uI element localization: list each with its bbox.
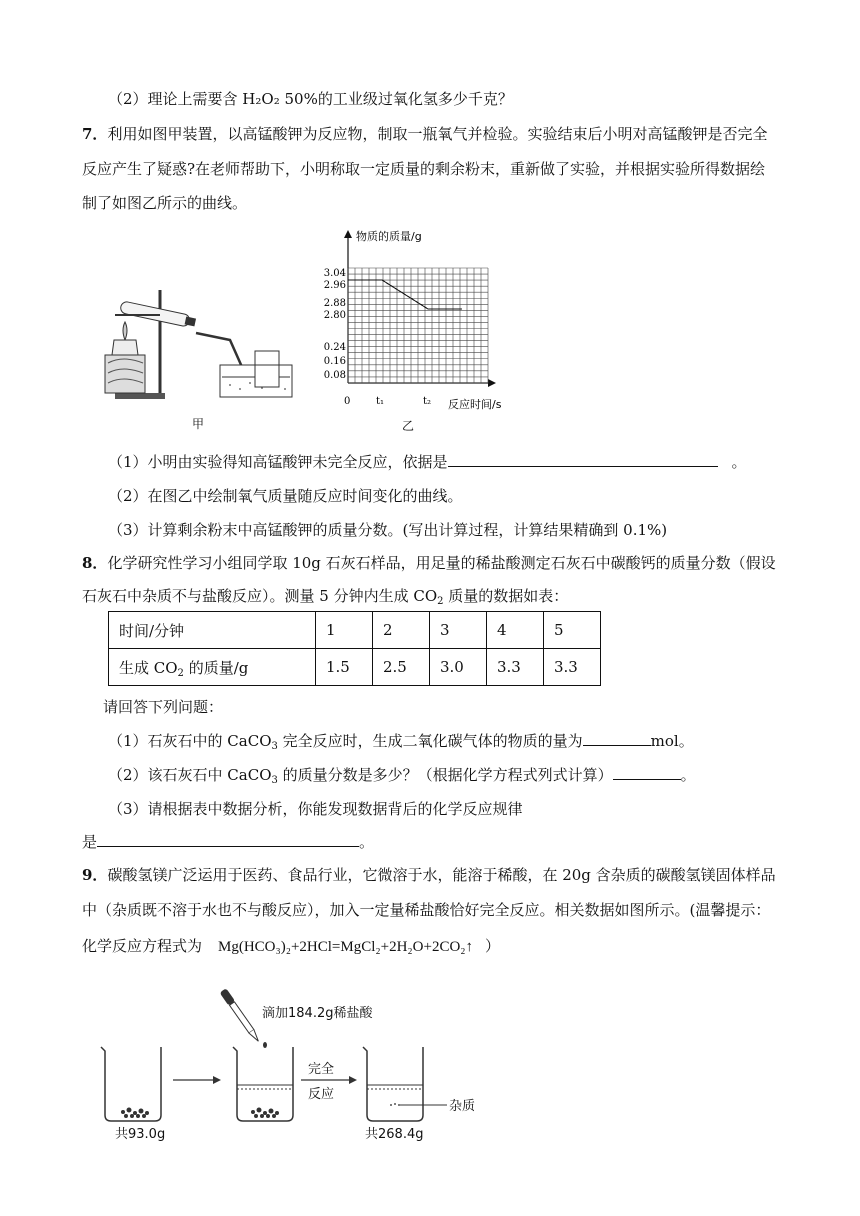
ytick-2.88: 2.88 xyxy=(323,298,346,309)
q7-text-line3: 制了如图乙所示的曲线。 xyxy=(82,194,248,212)
table-cell: 3.3 xyxy=(487,649,544,686)
table-cell: 4 xyxy=(487,612,544,649)
table-cell: 1.5 xyxy=(316,649,373,686)
xtick-t1: t₁ xyxy=(376,396,385,407)
q8-part2: （2）该石灰石中 CaCO$_3$ 的质量分数是多少？（根据化学方程式列式计算） 。 xyxy=(108,766,696,786)
ytick-2.96: 2.96 xyxy=(323,280,346,291)
q7-text-line2: 反应产生了疑惑?在老师帮助下，小明称取一定质量的剩余粉末，重新做了实验，并根据实验所得数据绘 xyxy=(82,160,766,178)
ytick-2.80: 2.80 xyxy=(323,310,346,321)
q8-part3: （3）请根据表中数据分析，你能发现数据背后的化学反应规律 xyxy=(108,800,523,818)
figure-yi-label: 乙 xyxy=(402,419,415,433)
impurity-label: 杂质 xyxy=(449,1099,476,1114)
table-cell: 3 xyxy=(430,612,487,649)
arrow-label-complete: 完全 xyxy=(308,1062,335,1077)
q8-answer-blank2[interactable] xyxy=(613,765,681,780)
arrow-label-reaction: 反应 xyxy=(308,1087,335,1102)
ytick-0.24: 0.24 xyxy=(323,342,346,353)
q8-prompt: 请回答下列问题： xyxy=(103,698,224,716)
q7-part3: （3）计算剩余粉末中高锰酸钾的质量分数。(写出计算过程，计算结果精确到 0.1%) xyxy=(108,521,668,539)
chemical-equation: Mg(HCO₃)₂+2HCl=MgCl₂+2H₂O+2CO₂↑ xyxy=(218,939,474,955)
table-cell: 2.5 xyxy=(373,649,430,686)
q7-part1: （1）小明由实验得知高锰酸钾未完全反应，依据是 。 xyxy=(108,453,747,471)
graph-xlabel: 反应时间/s xyxy=(448,398,502,411)
table-cell: 2 xyxy=(373,612,430,649)
q9-number: 9． xyxy=(82,866,108,884)
mass-time-graph xyxy=(310,228,510,418)
total-mass-after: 共268.4g xyxy=(365,1127,424,1142)
q7-text-line1: 7．利用如图甲装置，以高锰酸钾为反应物，制取一瓶氧气并检验。实验结束后小明对高锰酸钾是否完全 xyxy=(82,125,768,143)
ytick-0.16: 0.16 xyxy=(323,356,346,367)
table-row xyxy=(109,649,601,686)
table-row xyxy=(109,612,601,649)
ytick-0.08: 0.08 xyxy=(323,370,346,381)
apparatus-figure xyxy=(100,285,300,405)
table-cell: 3.0 xyxy=(430,649,487,686)
q8-text-line1: 8．化学研究性学习小组同学取 10g 石灰石样品，用足量的稀盐酸测定石灰石中碳酸钙的质量分数（假设 xyxy=(82,554,776,572)
q8-answer-blank1[interactable] xyxy=(583,731,651,746)
q7-number: 7． xyxy=(82,125,108,143)
q7-part2: （2）在图乙中绘制氧气质量随反应时间变化的曲线。 xyxy=(108,487,463,505)
xtick-0: 0 xyxy=(344,396,351,407)
table-header-time: 时间/分钟 xyxy=(109,612,316,649)
q8-part3-cont: 是 。 xyxy=(82,833,375,851)
q9-text-line3: 化学反应方程式为 Mg(HCO₃)₂+2HCl=MgCl₂+2H₂O+2CO₂↑ ） xyxy=(82,937,501,955)
table-cell: 3.3 xyxy=(544,649,601,686)
q8-part1: （1）石灰石中的 CaCO$_3$ 完全反应时，生成二氧化碳气体的物质的量为 mol。 xyxy=(108,732,694,752)
table-header-co2-mass: 生成 $CO_2$ 的质量/g xyxy=(109,649,316,686)
q8-text-line2: 石灰石中杂质不与盐酸反应）。测量 5 分钟内生成 $CO_2$ 质量的数据如表： xyxy=(82,587,569,607)
graph-ylabel: 物质的质量/g xyxy=(356,230,422,243)
table-cell: 1 xyxy=(316,612,373,649)
q7-answer-blank1[interactable] xyxy=(448,452,718,467)
q9-text-line1: 9．碳酸氢镁广泛运用于医药、食品行业，它微溶于水，能溶于稀酸，在 20g 含杂质的碳酸氢镁固体样品 xyxy=(82,866,776,884)
xtick-t2: t₂ xyxy=(423,396,432,407)
q6-part2: （2）理论上需要含 H₂O₂ 50%的工业级过氧化氢多少千克？ xyxy=(108,90,513,108)
q8-answer-blank3[interactable] xyxy=(97,832,359,847)
table-cell: 5 xyxy=(544,612,601,649)
figure-jia-label: 甲 xyxy=(192,417,205,431)
ytick-3.04: 3.04 xyxy=(323,268,346,279)
q8-number: 8． xyxy=(82,554,108,572)
drip-label: 滴加184.2g稀盐酸 xyxy=(262,1006,373,1021)
total-mass-before: 共93.0g xyxy=(115,1127,166,1142)
co2-data-table xyxy=(108,611,601,686)
q9-text-line2: 中（杂质既不溶于水也不与酸反应），加入一定量稀盐酸恰好完全反应。相关数据如图所示。(温馨提示： xyxy=(82,901,771,919)
